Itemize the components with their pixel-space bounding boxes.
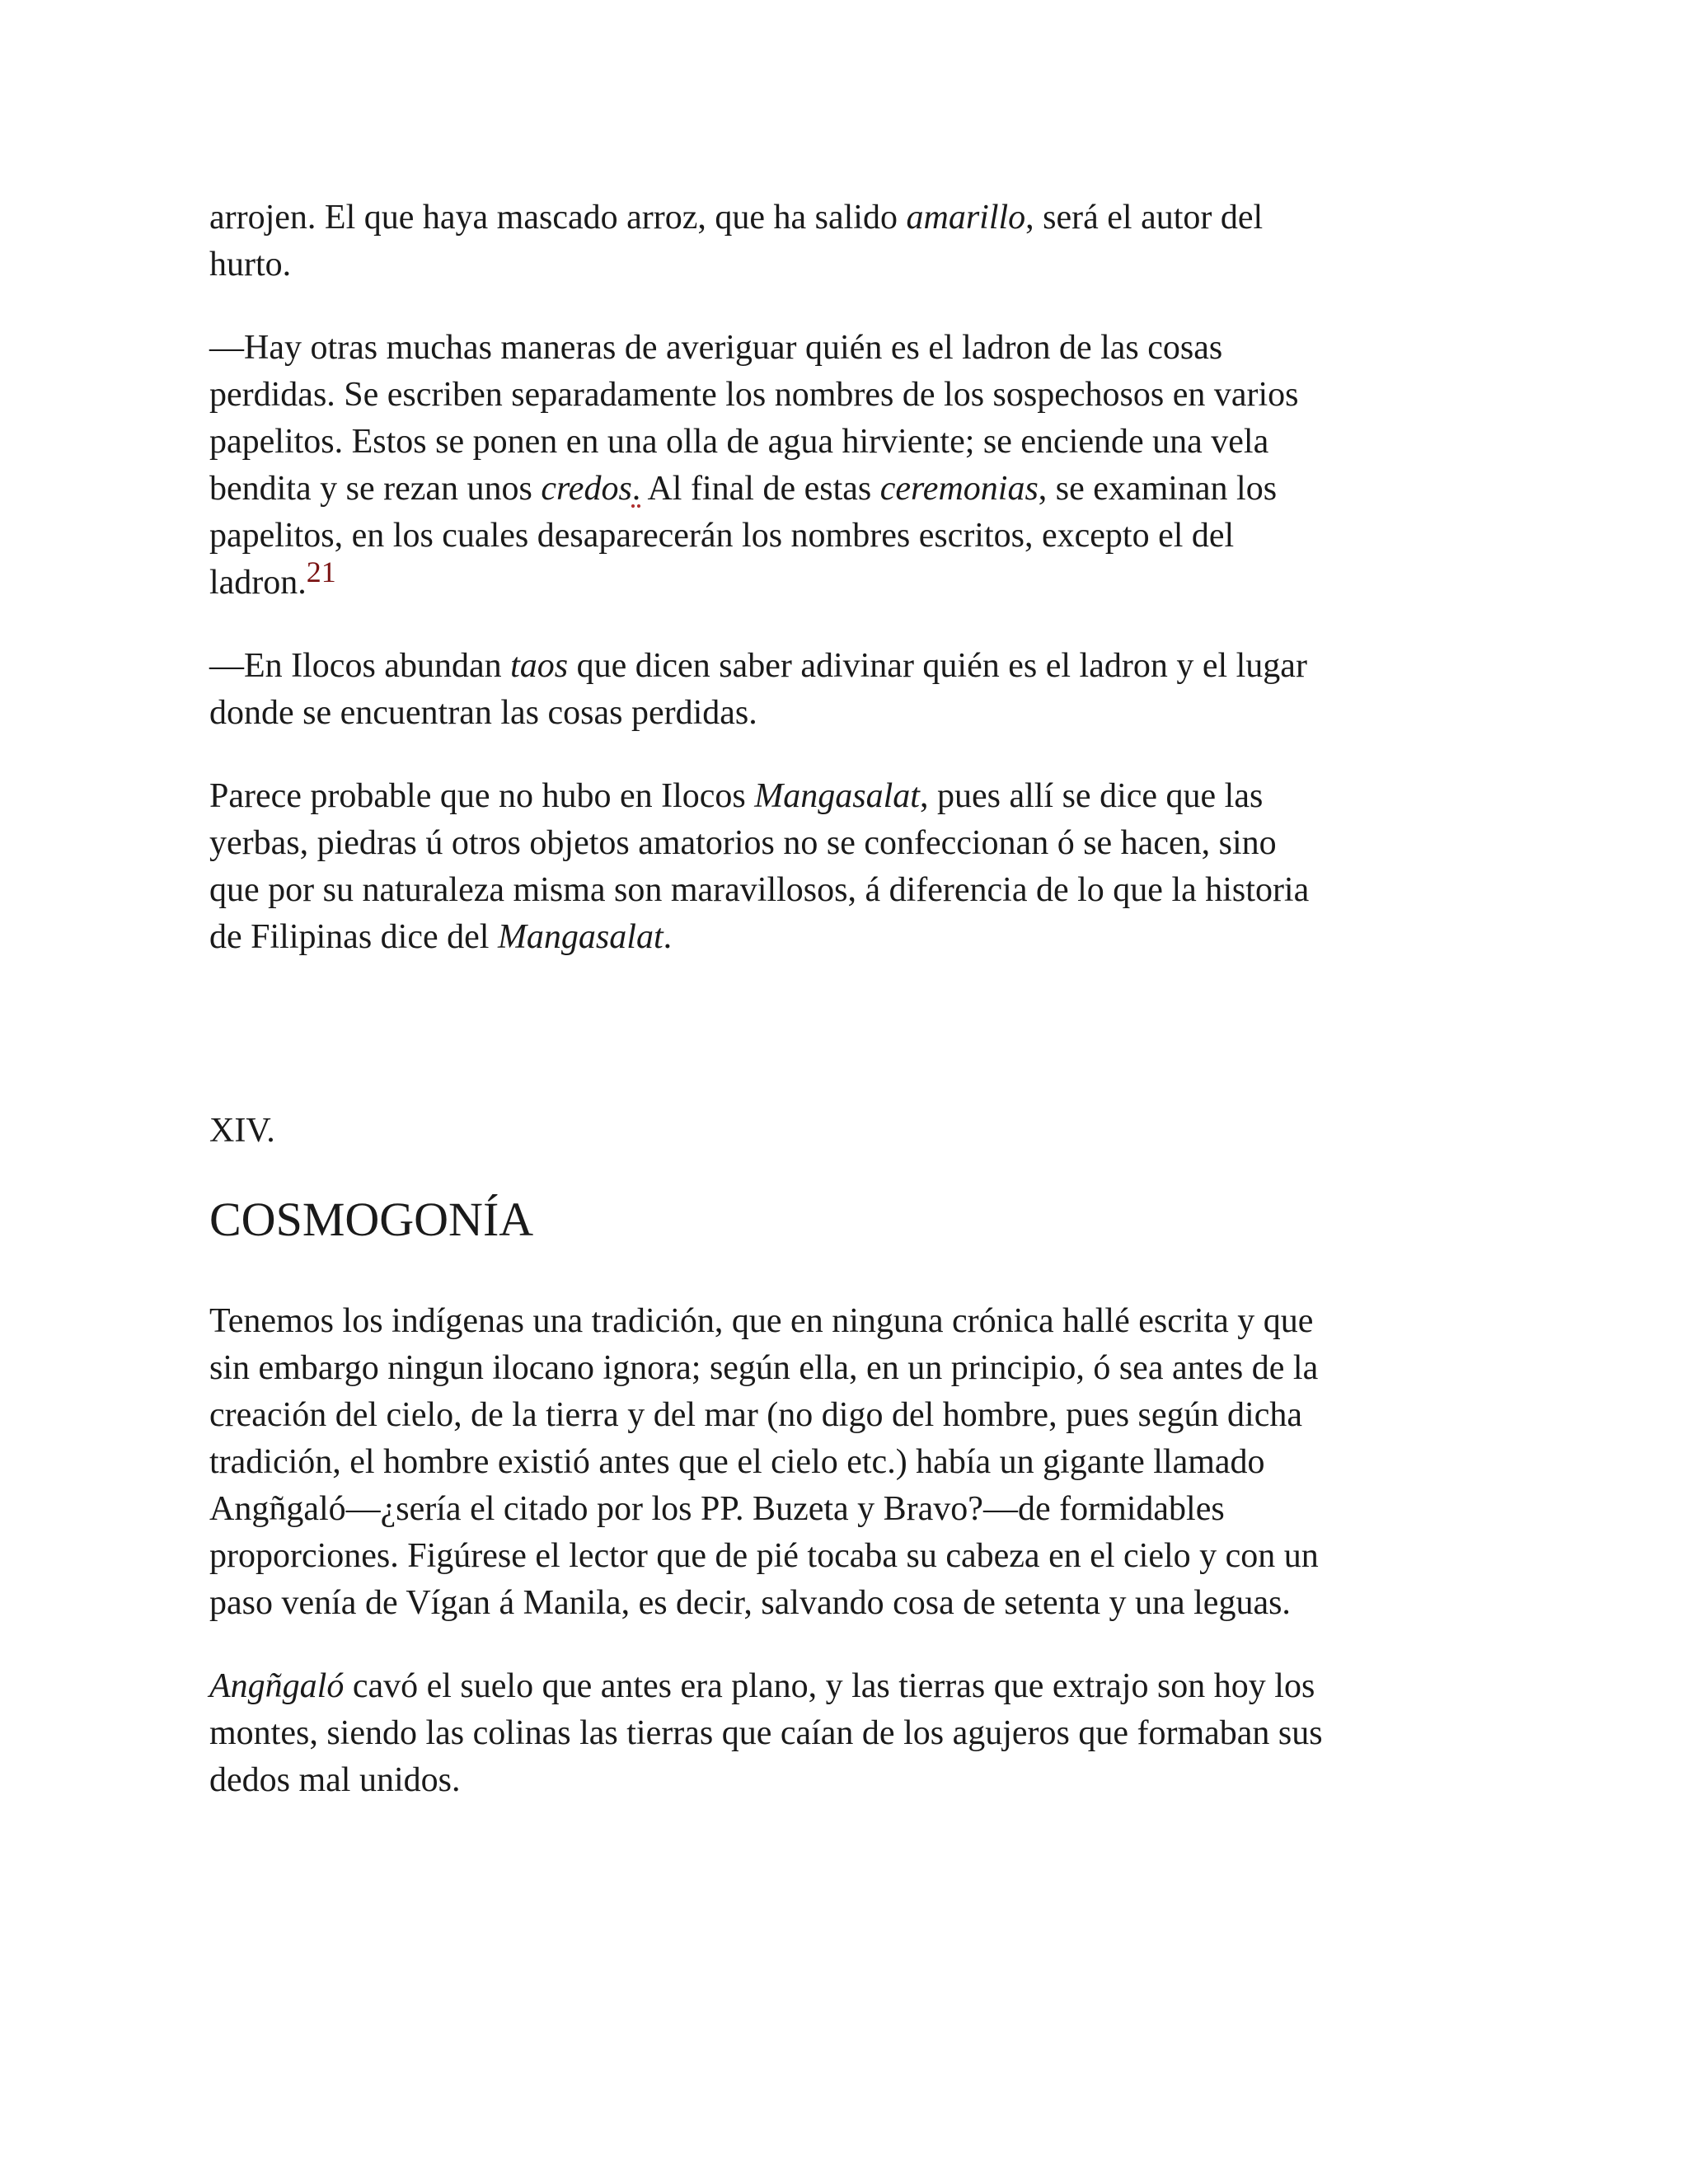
italic-term: ceremonias xyxy=(879,470,1039,508)
text-run: , se examinan los xyxy=(1038,470,1278,508)
text-line: paso venía de Vígan á Manila, es decir, salvando cosa de setenta y una leguas. xyxy=(209,1584,1291,1622)
chapter-number: XIV. xyxy=(209,1112,275,1150)
text-line: papelitos. Estos se ponen en una olla de agua hirviente; se enciende una vela xyxy=(209,423,1269,461)
text-run: de Filipinas dice del xyxy=(209,918,498,956)
text-run: arrojen. El que haya mascado arroz, que ha salido xyxy=(209,199,907,237)
paragraph-tradicion xyxy=(209,1298,1479,1627)
text-line: papelitos, en los cuales desaparecerán los nombres escritos, excepto el del xyxy=(209,517,1235,555)
text-run: bendita y se rezan unos xyxy=(209,470,542,508)
italic-term: Angñgaló xyxy=(209,1667,345,1705)
italic-term: credos xyxy=(541,470,632,508)
text-line xyxy=(209,643,1479,690)
paragraph-mangasalat xyxy=(209,773,1479,961)
italic-term: amarillo xyxy=(906,199,1026,237)
text-run: , será el autor del xyxy=(1025,199,1264,237)
text-line: montes, siendo las colinas las tierras que caían de los agujeros que formaban sus xyxy=(209,1714,1323,1752)
text-run: . xyxy=(663,918,673,956)
text-line xyxy=(209,555,1479,607)
paragraph-taos xyxy=(209,643,1479,737)
text-line: que por su naturaleza misma son maravillosos, á diferencia de lo que la historia xyxy=(209,871,1310,909)
text-run: —En Ilocos abundan xyxy=(209,647,511,685)
text-line: Tenemos los indígenas una tradición, que en ninguna crónica hallé escrita y que xyxy=(209,1302,1314,1340)
text-line xyxy=(209,466,1479,513)
paragraph-hurto xyxy=(209,194,1479,288)
text-line xyxy=(209,773,1479,820)
text-line: creación del cielo, de la tierra y del mar (no digo del hombre, pues según dicha xyxy=(209,1396,1302,1434)
text-line xyxy=(209,914,1479,961)
text-run: que dicen saber adivinar quién es el ladron y el lugar xyxy=(568,647,1307,685)
text-run: Al final de estas xyxy=(640,470,880,508)
chapter-title: COSMOGONÍA xyxy=(209,1193,534,1246)
italic-term: Mangasalat xyxy=(754,777,920,815)
text-line xyxy=(209,1663,1479,1710)
text-run: ladron. xyxy=(209,564,307,602)
text-line: sin embargo ningun ilocano ignora; según ella, en un principio, ó sea antes de la xyxy=(209,1349,1319,1387)
text-line xyxy=(209,194,1479,241)
text-line: dedos mal unidos. xyxy=(209,1761,461,1799)
text-line: —Hay otras muchas maneras de averiguar quién es el ladron de las cosas xyxy=(209,329,1223,367)
text-line: hurto. xyxy=(209,246,292,284)
text-line: tradición, el hombre existió antes que el cielo etc.) había un gigante llamado xyxy=(209,1443,1265,1481)
text-run: cavó el suelo que antes era plano, y las tierras que extrajo son hoy los xyxy=(344,1667,1315,1705)
correction-mark[interactable]: . xyxy=(631,470,641,508)
footnote-link[interactable]: 21 xyxy=(306,555,336,588)
text-line: Angñgaló—¿sería el citado por los PP. Buzeta y Bravo?—de formidables xyxy=(209,1490,1225,1528)
italic-term: Mangasalat xyxy=(497,918,663,956)
italic-term: taos xyxy=(510,647,569,685)
page-content xyxy=(209,194,1479,1840)
text-run: , pues allí se dice que las xyxy=(919,777,1264,815)
text-line: donde se encuentran las cosas perdidas. xyxy=(209,694,757,732)
text-run: Parece probable que no hubo en Ilocos xyxy=(209,777,755,815)
paragraph-papelitos xyxy=(209,325,1479,607)
text-line: perdidas. Se escriben separadamente los nombres de los sospechosos en varios xyxy=(209,376,1299,414)
text-line: proporciones. Figúrese el lector que de pié tocaba su cabeza en el cielo y con un xyxy=(209,1537,1319,1575)
paragraph-montes xyxy=(209,1663,1479,1804)
text-line: yerbas, piedras ú otros objetos amatorios no se confeccionan ó se hacen, sino xyxy=(209,824,1277,862)
